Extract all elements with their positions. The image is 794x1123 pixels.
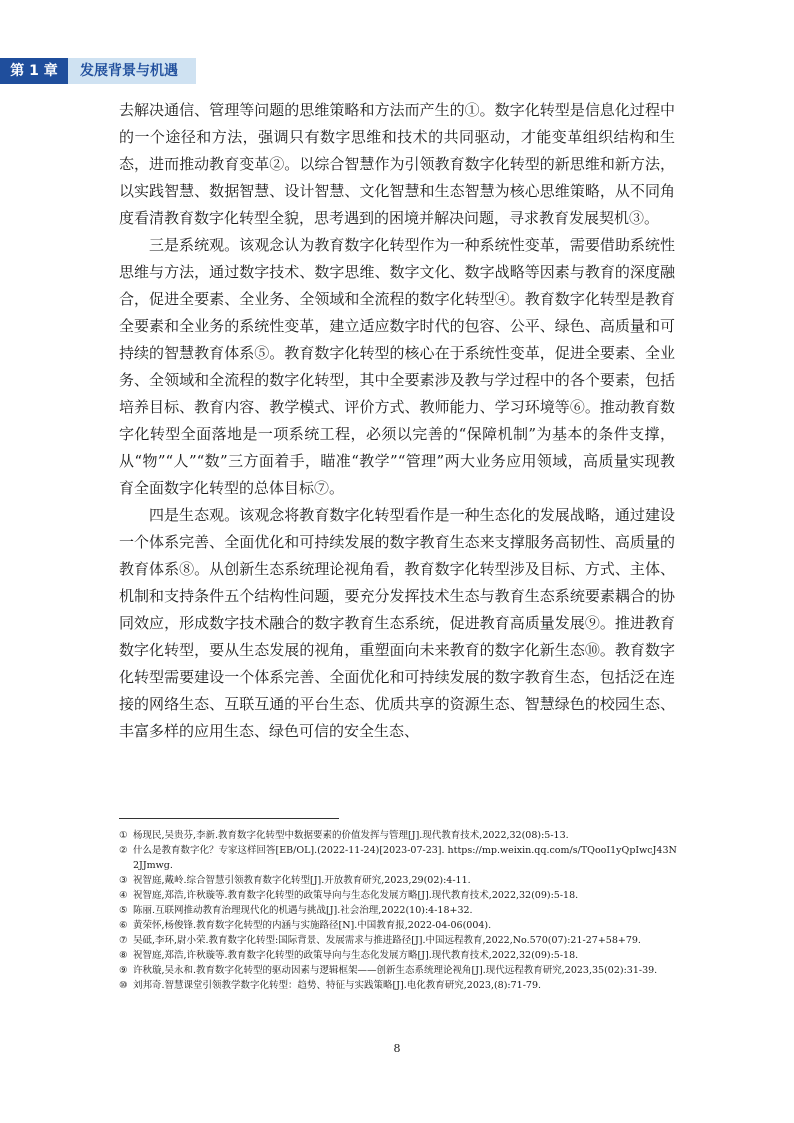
- footnote-mark: ①: [119, 830, 128, 841]
- footnote-1: [119, 828, 679, 843]
- footnote-mark: ④: [119, 890, 128, 901]
- body-text: [119, 97, 675, 745]
- footnote-9: [119, 963, 679, 978]
- footnote-3: [119, 873, 679, 888]
- footnote-mark: ③: [119, 875, 128, 886]
- footnote-text: 黄荣怀,杨俊锋.教育数字化转型的内涵与实施路径[N].中国教育报,2022-04-06(004).: [133, 920, 492, 931]
- footnote-8: [119, 948, 679, 963]
- footnote-7: [119, 933, 679, 948]
- footnote-mark: ②: [119, 845, 128, 856]
- footnote-mark: ⑤: [119, 905, 128, 916]
- footnote-text: 陈丽.互联网推动教育治理现代化的机遇与挑战[J].社会治理,2022(10):4-18+32.: [133, 905, 473, 916]
- footnote-mark: ⑩: [119, 980, 128, 991]
- footnote-6: [119, 918, 679, 933]
- paragraph-1: 去解决通信、管理等问题的思维策略和方法而产生的①。数字化转型是信息化过程中的一个途径和方法，强调只有数字思维和技术的共同驱动，才能变革组织结构和生态，进而推动教育变革②。以综合智慧作为引领教育数字化转型的新思维和新方法，以实践智慧、数据智慧、设计智慧、文化智慧和生态智慧为核心思维策略，从不同角度看清教育数字化转型全貌，思考遇到的困境并解决问题，寻求教育发展契机③。: [119, 101, 675, 227]
- footnote-mark: ⑧: [119, 950, 128, 961]
- footnote-mark: ⑨: [119, 965, 128, 976]
- page-number: 8: [393, 1042, 401, 1055]
- footnotes: [119, 828, 679, 993]
- footnote-4: [119, 888, 679, 903]
- chapter-label: 第 1 章: [0, 58, 68, 84]
- footnote-10: [119, 978, 679, 993]
- footnote-5: [119, 903, 679, 918]
- chapter-header: [0, 58, 196, 84]
- footnote-text: 祝智庭,郑浩,许秋璇等.教育数字化转型的政策导向与生态化发展方略[J].现代教育技术,2022,32(09):5-18.: [133, 950, 579, 961]
- footnote-text: 杨现民,吴贵芬,李新.教育数字化转型中数据要素的价值发挥与管理[J].现代教育技术,2022,32(08):5-13.: [133, 830, 569, 841]
- footnote-mark: ⑦: [119, 935, 128, 946]
- footnote-text: 吴砥,李环,尉小荣.教育数字化转型:国际背景、发展需求与推进路径[J].中国远程教育,2022,No.570(07):21-27+58+79.: [133, 935, 641, 946]
- footnote-divider: [119, 818, 339, 819]
- footnote-text: 祝智庭,郑浩,许秋璇等.教育数字化转型的政策导向与生态化发展方略[J].现代教育技术,2022,32(09):5-18.: [133, 890, 579, 901]
- footnote-mark: ⑥: [119, 920, 128, 931]
- footnote-text: 什么是教育数字化？专家这样回答[EB/OL].(2022-11-24)[2023-07-23]. https://mp.weixin.qq.com/s/TQooI1yQpIwcJ43N2JJmwg.: [133, 845, 677, 871]
- paragraph-3: 四是生态观。该观念将教育数字化转型看作是一种生态化的发展战略，通过建设一个体系完善、全面优化和可持续发展的数字教育生态来支撑服务高韧性、高质量的教育体系⑧。从创新生态系统理论视角看，教育数字化转型涉及目标、方式、主体、机制和支持条件五个结构性问题，要充分发挥技术生态与教育生态系统要素耦合的协同效应，形成数字技术融合的数字教育生态系统，促进教育高质量发展⑨。推进教育数字化转型，要从生态发展的视角，重塑面向未来教育的数字化新生态⑩。教育数字化转型需要建设一个体系完善、全面优化和可持续发展的数字教育生态，包括泛在连接的网络生态、互联互通的平台生态、优质共享的资源生态、智慧绿色的校园生态、丰富多样的应用生态、绿色可信的安全生态、: [119, 506, 675, 740]
- footnote-text: 刘邦奇.智慧课堂引领教学数字化转型：趋势、特征与实践策略[J].电化教育研究,2023,(8):71-79.: [133, 980, 542, 991]
- paragraph-2: 三是系统观。该观念认为教育数字化转型作为一种系统性变革，需要借助系统性思维与方法，通过数字技术、数字思维、数字文化、数字战略等因素与教育的深度融合，促进全要素、全业务、全领域和全流程的数字化转型④。教育数字化转型是教育全要素和全业务的系统性变革，建立适应数字时代的包容、公平、绿色、高质量和可持续的智慧教育体系⑤。教育数字化转型的核心在于系统性变革，促进全要素、全业务、全领域和全流程的数字化转型，其中全要素涉及教与学过程中的各个要素，包括培养目标、教育内容、教学模式、评价方式、教师能力、学习环境等⑥。推动教育数字化转型全面落地是一项系统工程，必须以完善的“保障机制”为基本的条件支撑，从“物”“人”“数”三方面着手，瞄准“教学”“管理”两大业务应用领域，高质量实现教育全面数字化转型的总体目标⑦。: [119, 236, 675, 497]
- footnote-2: [119, 843, 679, 873]
- chapter-title: 发展背景与机遇: [68, 58, 196, 84]
- footnote-text: 祝智庭,戴岭.综合智慧引领教育数字化转型[J].开放教育研究,2023,29(02):4-11.: [133, 875, 471, 886]
- footnote-text: 许秋璇,吴永和.教育数字化转型的驱动因素与逻辑框架——创新生态系统理论视角[J].现代远程教育研究,2023,35(02):31-39.: [133, 965, 658, 976]
